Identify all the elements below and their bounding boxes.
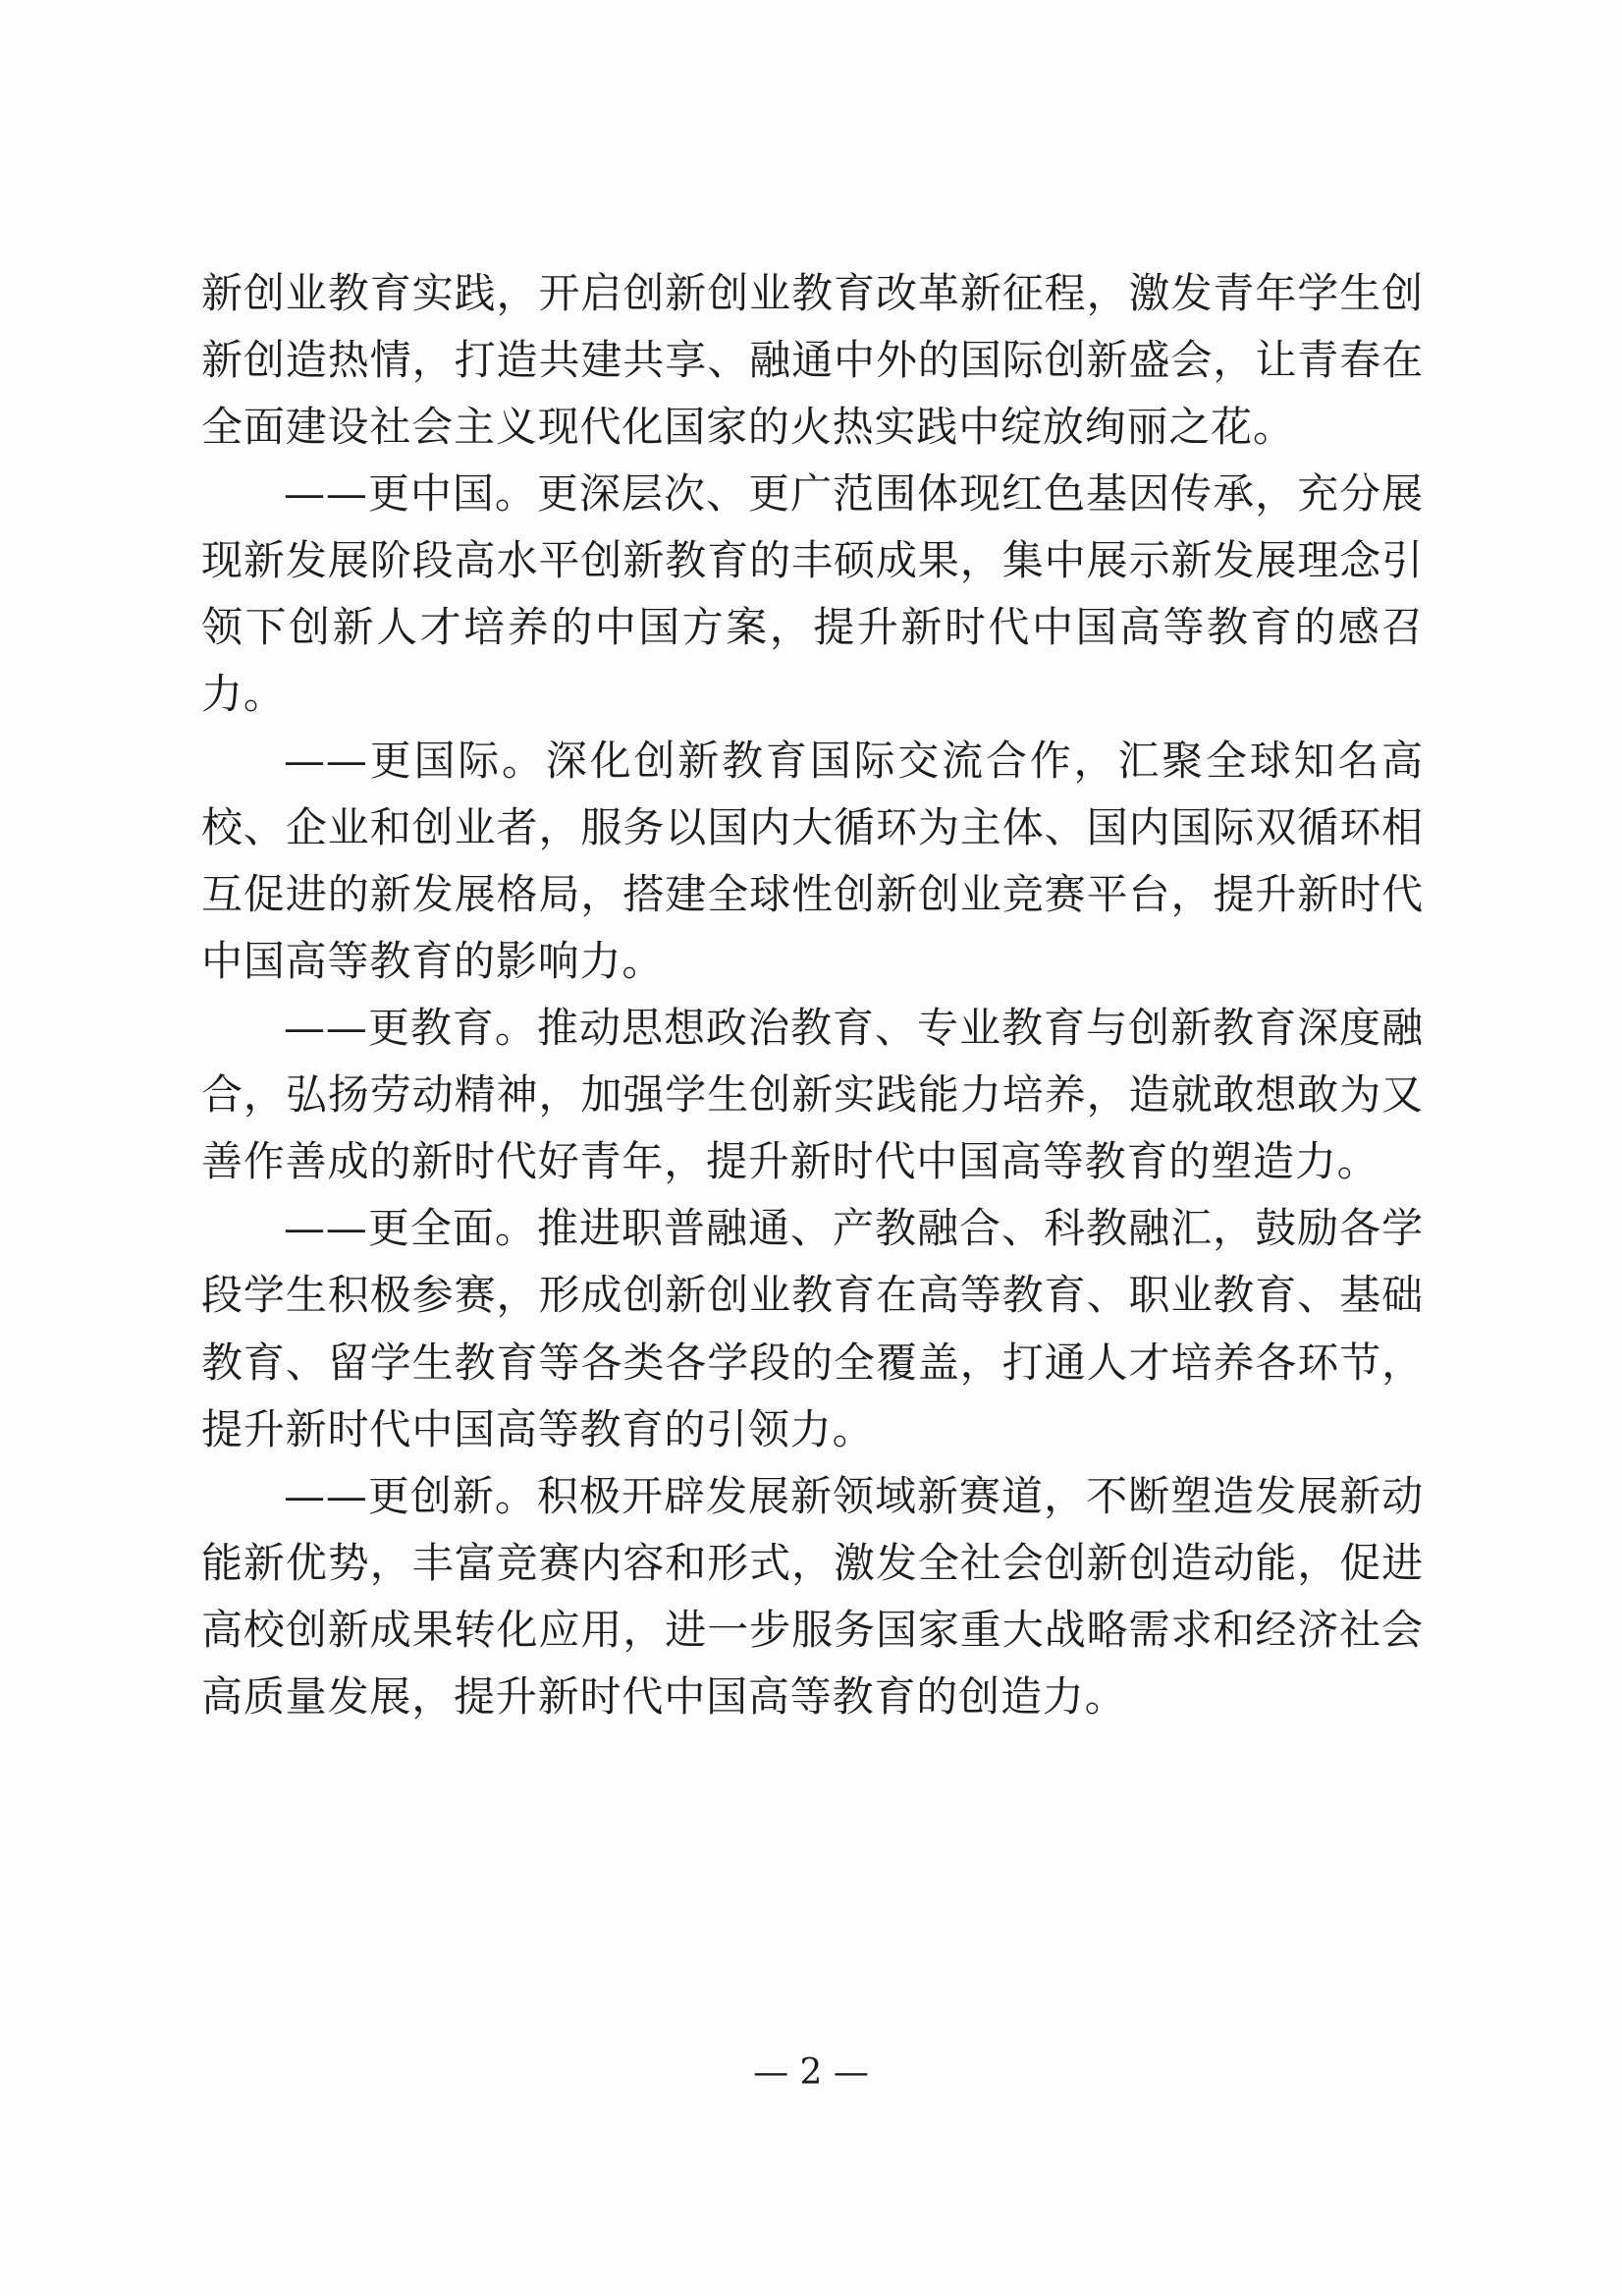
paragraph-1: 新创业教育实践，开启创新创业教育改革新征程，激发青年学生创新创造热情，打造共建共享、融通中外的国际创新盛会，让青春在全面建设社会主义现代化国家的火热实践中绽放绚丽之花。 <box>201 269 1424 452</box>
paragraph-5: ——更全面。推进职普融通、产教融合、科教融汇，鼓励各学段学生积极参赛，形成创新创业教育在高等教育、职业教育、基础教育、留学生教育等各类各学段的全覆盖，打通人才培养各环节，提升新时代中国高等教育的引领力。 <box>201 1204 1424 1453</box>
paragraph-2: ——更中国。更深层次、更广范围体现红色基因传承，充分展现新发展阶段高水平创新教育的丰硕成果，集中展示新发展理念引领下创新人才培养的中国方案，提升新时代中国高等教育的感召力。 <box>201 469 1424 719</box>
paragraph-6: ——更创新。积极开辟发展新领域新赛道，不断塑造发展新动能新优势，丰富竞赛内容和形式，激发全社会创新创造动能，促进高校创新成果转化应用，进一步服务国家重大战略需求和经济社会高质量发展，提升新时代中国高等教育的创造力。 <box>201 1471 1424 1721</box>
paragraph-4: ——更教育。推动思想政治教育、专业教育与创新教育深度融合，弘扬劳动精神，加强学生创新实践能力培养，造就敢想敢为又善作善成的新时代好青年，提升新时代中国高等教育的塑造力。 <box>201 1004 1424 1186</box>
paragraph-3: ——更国际。深化创新教育国际交流合作，汇聚全球知名高校、企业和创业者，服务以国内大循环为主体、国内国际双循环相互促进的新发展格局，搭建全球性创新创业竞赛平台，提升新时代中国高等教育的影响力。 <box>201 737 1424 986</box>
document-body <box>201 260 1424 1730</box>
page-number: — 2 — <box>753 2052 869 2093</box>
